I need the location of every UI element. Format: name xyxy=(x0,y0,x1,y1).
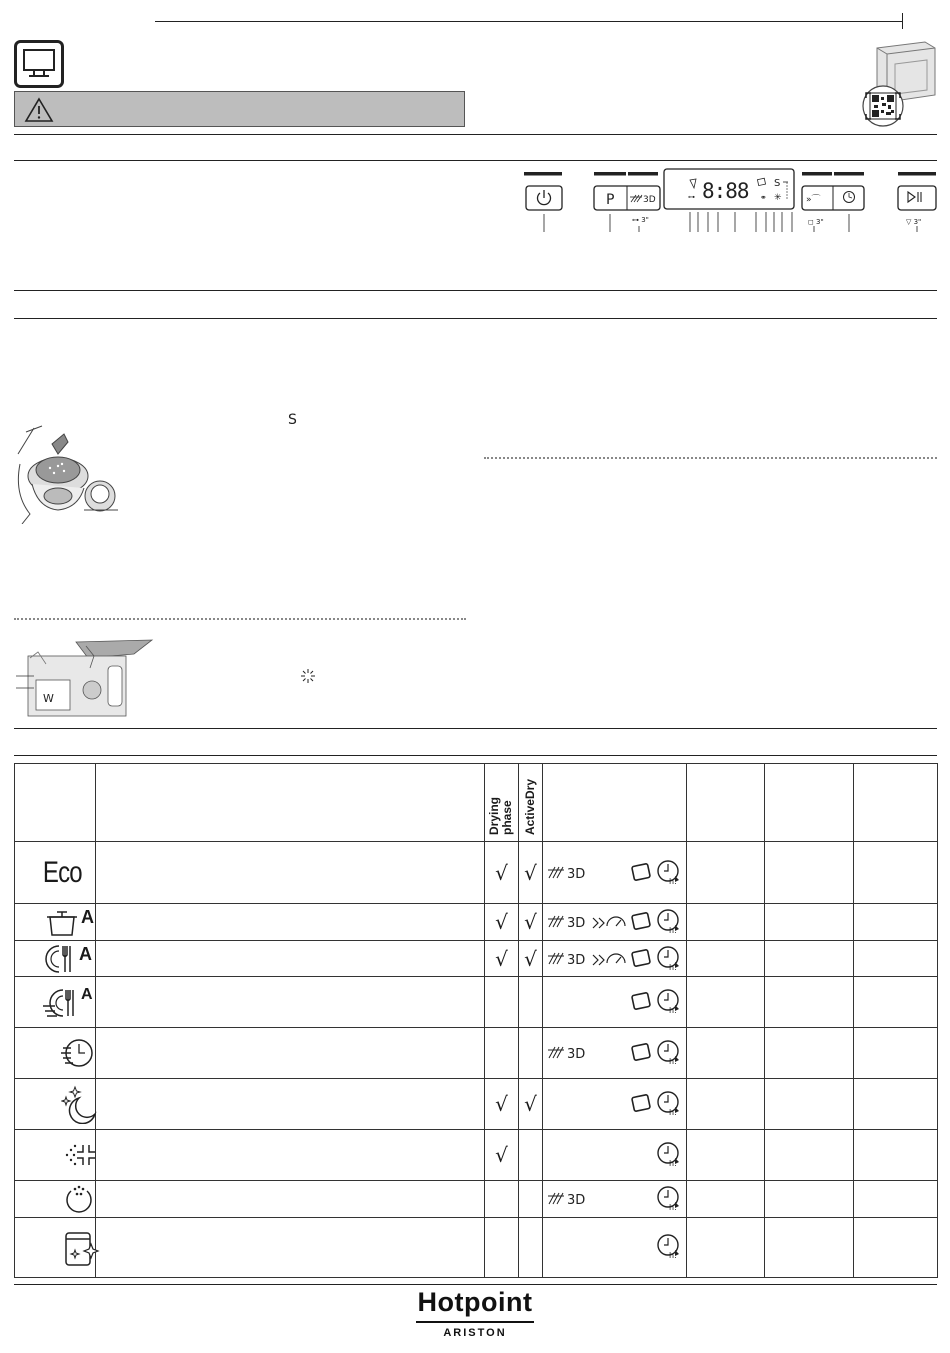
options-cell xyxy=(543,904,687,941)
delay-start-icon xyxy=(655,944,683,972)
desc-cell xyxy=(96,842,485,904)
rinse-aid-illustration xyxy=(16,636,156,722)
brand-divider xyxy=(416,1321,534,1323)
svg-text:⚭: ⚭ xyxy=(760,193,767,202)
header-cell xyxy=(96,764,485,842)
activedry-cell xyxy=(519,977,543,1028)
delay-start-icon xyxy=(655,1140,683,1168)
zone-3d-icon xyxy=(547,1042,589,1062)
svg-text:W: W xyxy=(43,692,54,705)
zone-3d-icon xyxy=(547,948,589,968)
rule-2 xyxy=(14,160,937,161)
data-cell xyxy=(765,941,854,977)
svg-text:h.: h. xyxy=(669,1108,677,1117)
data-cell xyxy=(687,1079,765,1130)
data-cell xyxy=(854,977,938,1028)
activedry-check: √ xyxy=(519,941,543,977)
turbo-icon xyxy=(591,947,627,969)
data-cell xyxy=(854,1181,938,1218)
warning-icon xyxy=(24,97,54,123)
data-cell xyxy=(854,842,938,904)
svg-text:3D: 3D xyxy=(567,1193,586,1208)
options-cell xyxy=(543,1181,687,1218)
options-row xyxy=(543,977,686,1027)
svg-text:h.: h. xyxy=(669,877,677,886)
svg-text:▽ 3": ▽ 3" xyxy=(906,218,922,226)
data-cell xyxy=(687,1028,765,1079)
desc-cell xyxy=(96,1130,485,1181)
activedry-label: ActiveDry xyxy=(523,778,537,835)
top-rule xyxy=(155,21,903,22)
options-cell xyxy=(543,1079,687,1130)
display-digits: 8:88 xyxy=(702,179,749,203)
header-cell xyxy=(765,764,854,842)
delay-start-icon xyxy=(655,987,683,1015)
table-row xyxy=(15,1079,938,1130)
salt-letter: S xyxy=(288,412,297,428)
table-row xyxy=(15,1181,938,1218)
data-cell xyxy=(854,1130,938,1181)
desc-cell xyxy=(96,977,485,1028)
options-cell xyxy=(543,941,687,977)
data-cell xyxy=(687,941,765,977)
header-cell xyxy=(687,764,765,842)
delay-start-icon xyxy=(655,1038,683,1066)
svg-text:h.: h. xyxy=(669,1251,677,1260)
program-icon-cell xyxy=(15,977,96,1028)
data-cell xyxy=(765,1079,854,1130)
drying-check: √ xyxy=(485,1079,519,1130)
dishwasher-qr-illustration xyxy=(855,40,937,128)
tablet-icon xyxy=(629,1040,653,1064)
svg-text:h.: h. xyxy=(669,963,677,972)
svg-text:3D: 3D xyxy=(643,195,656,205)
drying-check: √ xyxy=(485,1130,519,1181)
drying-check: √ xyxy=(485,842,519,904)
svg-text:3D: 3D xyxy=(567,1047,586,1062)
delay-start-icon xyxy=(655,907,683,935)
svg-text:h.: h. xyxy=(669,1057,677,1066)
activedry-check: √ xyxy=(519,1079,543,1130)
svg-text:S: S xyxy=(774,178,781,189)
svg-text:⊶: ⊶ xyxy=(688,193,695,201)
data-cell xyxy=(765,1130,854,1181)
rule-1 xyxy=(14,134,937,135)
drying-phase-label: Drying phase xyxy=(486,796,514,835)
night-moon-icon xyxy=(61,1084,97,1124)
data-cell xyxy=(854,904,938,941)
options-row xyxy=(543,1028,686,1078)
data-cell xyxy=(854,941,938,977)
data-cell xyxy=(854,1218,938,1278)
program-icon-cell xyxy=(15,1218,96,1278)
eco-label: Eco xyxy=(43,855,83,889)
tablet-icon xyxy=(629,946,653,970)
program-icon-cell xyxy=(15,842,96,904)
pot-icon xyxy=(45,906,79,938)
svg-text:h.: h. xyxy=(669,926,677,935)
data-cell xyxy=(765,1181,854,1218)
delay-start-icon xyxy=(655,1089,683,1117)
salt-refill-illustration xyxy=(12,424,122,524)
svg-text:h.: h. xyxy=(669,1006,677,1015)
data-cell xyxy=(765,842,854,904)
rule-4 xyxy=(14,318,937,319)
program-key-label: P xyxy=(606,192,615,208)
zone-3d-icon xyxy=(547,862,589,882)
svg-text:h.: h. xyxy=(669,1203,677,1212)
self-clean-icon xyxy=(63,1230,101,1268)
drying-cell xyxy=(485,1181,519,1218)
svg-text:3D: 3D xyxy=(567,867,586,882)
quick-wash-icon xyxy=(59,1035,95,1071)
header-cell xyxy=(854,764,938,842)
data-cell xyxy=(854,1028,938,1079)
turbo-icon xyxy=(591,910,627,932)
options-row xyxy=(543,1079,686,1129)
options-cell xyxy=(543,1218,687,1278)
data-cell xyxy=(687,904,765,941)
zone-3d-icon xyxy=(547,911,589,931)
plate-cutlery-icon xyxy=(43,943,79,975)
control-panel-diagram xyxy=(520,166,940,236)
table-row xyxy=(15,977,938,1028)
bottom-rule xyxy=(14,1284,937,1285)
svg-text:3D: 3D xyxy=(567,953,586,968)
brand-logo xyxy=(0,1287,950,1339)
drying-cell xyxy=(485,1218,519,1278)
data-cell xyxy=(687,842,765,904)
svg-text:◻ 3": ◻ 3" xyxy=(808,218,824,226)
auto-A-label: A xyxy=(81,907,94,927)
drying-cell xyxy=(485,1028,519,1079)
table-row xyxy=(15,1130,938,1181)
brand-name: Hotpoint xyxy=(417,1287,533,1317)
dotted-separator-right xyxy=(484,457,937,459)
table-row xyxy=(15,1218,938,1278)
auto-A-label: A xyxy=(81,986,93,1003)
options-row xyxy=(543,941,686,976)
desc-cell xyxy=(96,904,485,941)
top-rule-end xyxy=(902,13,903,29)
svg-text:3D: 3D xyxy=(567,916,586,931)
options-row xyxy=(543,1181,686,1217)
tablet-icon xyxy=(629,1091,653,1115)
brand-sub: ARISTON xyxy=(443,1327,507,1339)
data-cell xyxy=(854,1079,938,1130)
options-row xyxy=(543,842,686,903)
svg-text:✳: ✳ xyxy=(774,193,782,203)
table-row xyxy=(15,1028,938,1079)
monitor-icon xyxy=(14,40,64,88)
rinse-icon xyxy=(63,1183,95,1215)
data-cell xyxy=(765,904,854,941)
header-drying-phase xyxy=(485,764,519,842)
program-icon-cell xyxy=(15,941,96,977)
rule-3 xyxy=(14,290,937,291)
header-cell xyxy=(15,764,96,842)
delay-start-icon xyxy=(655,1184,683,1212)
tablet-icon xyxy=(629,909,653,933)
options-row xyxy=(543,904,686,940)
auto-A-label: A xyxy=(79,943,92,964)
svg-text:⊶ 3": ⊶ 3" xyxy=(632,216,649,224)
options-row xyxy=(543,1130,686,1180)
desc-cell xyxy=(96,941,485,977)
table-row xyxy=(15,904,938,941)
options-cell xyxy=(543,1028,687,1079)
hygiene-icon xyxy=(63,1141,99,1169)
program-icon-cell xyxy=(15,904,96,941)
header-cell xyxy=(543,764,687,842)
program-icon-cell xyxy=(15,1181,96,1218)
warning-banner xyxy=(14,91,465,127)
mixed-plate-icon xyxy=(41,986,83,1020)
desc-cell xyxy=(96,1079,485,1130)
dotted-separator-left xyxy=(14,618,466,620)
activedry-cell xyxy=(519,1028,543,1079)
activedry-check: √ xyxy=(519,842,543,904)
rule-5 xyxy=(14,728,937,729)
data-cell xyxy=(687,1218,765,1278)
svg-text:»⌒: »⌒ xyxy=(806,195,821,205)
desc-cell xyxy=(96,1181,485,1218)
table-header-row xyxy=(15,764,938,842)
table-row xyxy=(15,842,938,904)
table-row xyxy=(15,941,938,977)
zone-3d-icon xyxy=(547,1188,589,1208)
data-cell xyxy=(687,977,765,1028)
desc-cell xyxy=(96,1218,485,1278)
options-cell xyxy=(543,1130,687,1181)
drying-cell xyxy=(485,977,519,1028)
drying-check: √ xyxy=(485,904,519,941)
options-row xyxy=(543,1218,686,1277)
program-icon-cell xyxy=(15,1028,96,1079)
activedry-cell xyxy=(519,1181,543,1218)
program-icon-cell xyxy=(15,1130,96,1181)
salt-indicator-icon xyxy=(284,410,304,428)
activedry-cell xyxy=(519,1218,543,1278)
activedry-cell xyxy=(519,1130,543,1181)
drying-check: √ xyxy=(485,941,519,977)
delay-start-icon xyxy=(655,858,683,886)
delay-start-icon xyxy=(655,1232,683,1260)
rule-6 xyxy=(14,755,937,756)
rinse-aid-indicator-icon xyxy=(300,668,316,684)
program-icon-cell xyxy=(15,1079,96,1130)
svg-text:h.: h. xyxy=(669,1159,677,1168)
program-table xyxy=(14,763,938,1278)
header-activedry xyxy=(519,764,543,842)
data-cell xyxy=(687,1181,765,1218)
data-cell xyxy=(765,1028,854,1079)
data-cell xyxy=(687,1130,765,1181)
options-cell xyxy=(543,842,687,904)
options-cell xyxy=(543,977,687,1028)
data-cell xyxy=(765,1218,854,1278)
tablet-icon xyxy=(629,989,653,1013)
data-cell xyxy=(765,977,854,1028)
tablet-icon xyxy=(629,860,653,884)
desc-cell xyxy=(96,1028,485,1079)
activedry-check: √ xyxy=(519,904,543,941)
